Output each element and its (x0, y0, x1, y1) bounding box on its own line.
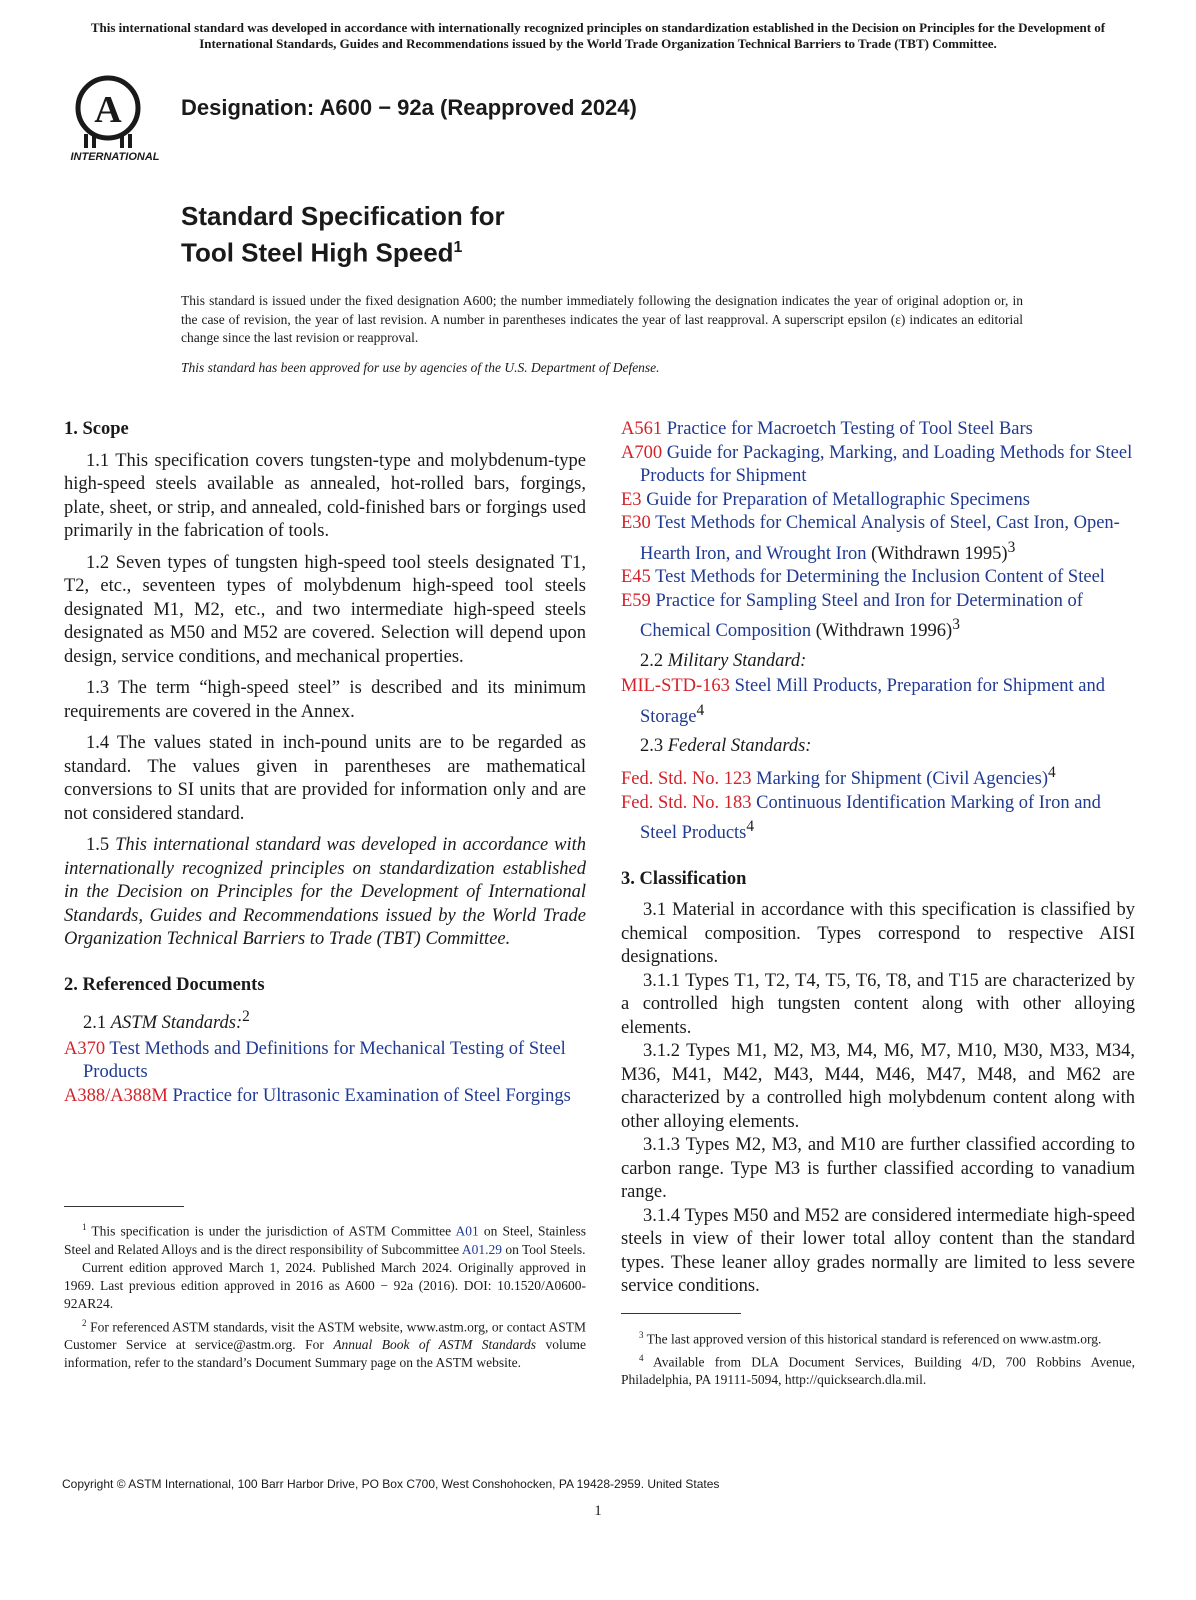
ref-title[interactable]: Steel Mill Products, Preparation for Shipment and Storage (640, 676, 1106, 727)
ref-item[interactable] (621, 675, 1135, 729)
ref-code[interactable]: A561 (621, 419, 663, 439)
ref-code[interactable]: E59 (621, 590, 651, 611)
ref-mark: 4 (1048, 763, 1056, 781)
footnote-2-text-a: For referenced ASTM standards, visit the ASTM website, www.astm.org, or contact ASTM Customer Service at service@astm.org. For (64, 1319, 587, 1353)
ref-title[interactable]: Practice for Ultrasonic Examination of Steel Forgings (172, 1085, 571, 1106)
footnote-4-mark: 4 (639, 1352, 644, 1363)
footnote-3-mark: 3 (639, 1330, 644, 1340)
ref-mark: 3 (952, 616, 960, 634)
issued-statement: This standard is issued under the fixed designation A600; the number immediately following the designation indicates the year of original adoption or, in the case of revision, the year of last revision. A number in parentheses indicates the year of last reapproval. A superscript epsilon (ε) indicates an editorial change since the last revision or reapproval. (181, 293, 1023, 345)
ref-title[interactable]: Practice for Sampling Steel and Iron for Determination of Chemical Composition (640, 590, 1083, 642)
ref-title[interactable]: Guide for Preparation of Metallographic Specimens (646, 489, 1030, 510)
para-3-1: 3.1 Material in accordance with this specification is classified by chemical composition. Types correspond to respective AISI designations. (621, 900, 1135, 968)
military-standard-subheading (621, 650, 1135, 674)
para-1-2: 1.2 Seven types of tungsten high-speed tool steels designated T1, T2, etc., seventeen types of molybdenum high-speed tool steels designated M1, M2, etc., and two intermediate high-speed steels designated as M50 and M52 are covered. Selection will depend upon design, service conditions, and mechanical properties. (64, 552, 586, 667)
footnote-1-text-b: on Steel, Stainless Steel and Related Alloys and is the direct responsibility of Subcommittee (64, 1223, 587, 1257)
ref-code[interactable]: A388/A388M (64, 1085, 168, 1106)
right-column (621, 418, 1135, 1299)
footnotes-left (64, 1218, 586, 1373)
designation: Designation: A600 − 92a (Reapproved 2024) (181, 95, 637, 120)
subcommittee-link[interactable]: A01.29 (461, 1241, 502, 1257)
ref-item[interactable] (621, 590, 1135, 644)
ref-code[interactable]: E30 (621, 513, 651, 533)
ref-code[interactable]: A370 (64, 1038, 106, 1059)
footnote-rule-right (621, 1313, 741, 1314)
footnote-4-text: Available from DLA Document Services, Building 4/D, 700 Robbins Avenue, Philadelphia, PA 19111-5094, http://quicksearch.dla.mil. (621, 1354, 1135, 1388)
para-3-1-3: 3.1.3 Types M2, M3, and M10 are further classified according to carbon range. Type M3 is further classified according to vanadium range. (621, 1135, 1135, 1203)
footnote-1-text-a: This specification is under the jurisdiction of ASTM Committee (91, 1223, 452, 1239)
footnote-2-italic: Annual Book of ASTM Standards (333, 1337, 537, 1353)
para-3-1-4: 3.1.4 Types M50 and M52 are considered intermediate high-speed steels in view of their lower total alloy content than the standard types. These leaner alloy grades normally are limited to less severe service conditions. (621, 1205, 1135, 1297)
ref-title[interactable]: Continuous Identification Marking of Iron and Steel Products (640, 792, 1101, 844)
astm-standards-mark: 2 (242, 1008, 250, 1025)
para-1-1: 1.1 This specification covers tungsten-type and molybdenum-type high-speed steels available as annealed, hot-rolled bars, forgings, plate, sheet, or strip, and annealed, cold-finished bars or forgings used primarily in the fabrication of tools. (64, 450, 586, 541)
footnote-1-edition: Current edition approved March 1, 2024. Published March 2024. Originally approved in 1969. Last previous edition approved in 2016 as A600 − 92a (2016). DOI: 10.1520/A0600-92AR24. (64, 1259, 586, 1312)
ref-item[interactable] (621, 418, 1135, 442)
section-scope-heading: 1. Scope (64, 419, 129, 439)
para-3-1-2: 3.1.2 Types M1, M2, M3, M4, M6, M7, M10, M30, M33, M34, M36, M41, M42, M43, M44, M46, M47, M48, and M62 are characterized by a controlled high molybdenum content along with other alloying elements. (621, 1041, 1135, 1132)
section-classification-heading: 3. Classification (621, 868, 747, 889)
footnote-1-text-c: on Tool Steels. (505, 1241, 586, 1257)
ref-item[interactable] (621, 512, 1135, 566)
military-standard-number: 2.2 (640, 650, 664, 671)
footnote-1 (64, 1218, 586, 1259)
ref-note: (Withdrawn 1995) (871, 543, 1008, 564)
para-1-5 (64, 834, 586, 952)
footnote-3 (621, 1326, 1135, 1349)
ref-code[interactable]: MIL-STD-163 (621, 676, 730, 697)
federal-standards-label: Federal Standards: (667, 736, 812, 757)
footnote-2-text-b: volume information, refer to the standard’s Document Summary page on the ASTM website. (64, 1337, 586, 1371)
para-1-4: 1.4 The values stated in inch-pound units are to be regarded as standard. The values given in parentheses are mathematical conversions to SI units that are provided for information only and are not considered standard. (64, 733, 586, 824)
astm-logo-mark (62, 70, 168, 166)
footnote-2-mark: 2 (82, 1317, 87, 1328)
ref-code[interactable]: E45 (621, 567, 651, 588)
ref-item[interactable] (621, 442, 1135, 489)
ref-item[interactable] (64, 1038, 586, 1085)
ref-title[interactable]: Marking for Shipment (Civil Agencies) (756, 769, 1049, 790)
ref-item[interactable] (621, 792, 1135, 846)
document-title (181, 200, 505, 269)
para-1-5-number: 1.5 (86, 835, 110, 855)
svg-text:A: A (94, 89, 122, 131)
ref-item[interactable] (64, 1085, 586, 1109)
footnote-3-text: The last approved version of this historical standard is referenced on www.astm.org. (646, 1331, 1102, 1347)
left-column (64, 418, 586, 1108)
footnote-rule-left (64, 1206, 184, 1207)
ref-note: (Withdrawn 1996) (815, 621, 953, 642)
title-line-2: Tool Steel High Speed (181, 237, 454, 268)
dod-approval: This standard has been approved for use by agencies of the U.S. Department of Defense. (181, 360, 660, 375)
committee-link[interactable]: A01 (455, 1223, 479, 1239)
ref-code[interactable]: A700 (621, 442, 663, 463)
logo-label: INTERNATIONAL (70, 151, 160, 163)
title-line-1: Standard Specification for (181, 201, 505, 231)
ref-title[interactable]: Guide for Packaging, Marking, and Loading Methods for Steel Products for Shipment (640, 442, 1133, 486)
military-standard-label: Military Standard: (667, 650, 807, 671)
ref-title[interactable]: Test Methods for Determining the Inclusion Content of Steel (655, 567, 1105, 588)
federal-standards-subheading (621, 735, 1135, 759)
astm-standards-label: ASTM Standards: (110, 1013, 243, 1034)
copyright: Copyright © ASTM International, 100 Barr Harbor Drive, PO Box C700, West Conshohocken, PA 19428-2959. United States (62, 1477, 720, 1491)
title-footnote-mark: 1 (453, 239, 463, 256)
astm-standards-number: 2.1 (83, 1013, 107, 1034)
footnote-1-mark: 1 (82, 1222, 87, 1232)
footnote-4 (621, 1349, 1135, 1390)
footnote-2 (64, 1314, 586, 1373)
ref-item[interactable] (621, 489, 1135, 513)
astm-logo (62, 70, 168, 166)
ref-mark: 4 (746, 818, 755, 836)
ref-title[interactable]: Practice for Macroetch Testing of Tool Steel Bars (666, 419, 1033, 439)
ref-mark: 4 (696, 701, 705, 719)
ref-title[interactable]: Test Methods for Chemical Analysis of Steel, Cast Iron, Open-Hearth Iron, and Wrought Iron (640, 513, 1120, 564)
ref-code[interactable]: E3 (621, 489, 642, 510)
ref-code[interactable]: Fed. Std. No. 183 (621, 792, 752, 813)
para-1-5-text: This international standard was developed in accordance with internationally recognized principles on standardization established in the Decision on Principles for the Development of International Standards, Guides and Recommendations issued by the World Trade Organization Technical Barriers to Trade (TBT) Committee. (64, 835, 587, 949)
ref-code[interactable]: Fed. Std. No. 123 (621, 769, 752, 790)
para-3-1-1: 3.1.1 Types T1, T2, T4, T5, T6, T8, and T15 are characterized by a controlled high tungsten content along with other alloying elements. (621, 970, 1135, 1038)
header-notice: This international standard was developed in accordance with internationally recognized principles on standardization established in the Decision on Principles for the Development of International Standards, Guides and Recommendations issued by the World Trade Organization Technical Barriers to Trade (TBT) Committee. (90, 20, 1106, 51)
ref-item[interactable] (621, 566, 1135, 590)
federal-standards-number: 2.3 (640, 736, 664, 757)
para-1-3: 1.3 The term “high-speed steel” is described and its minimum requirements are covered in the Annex. (64, 678, 586, 722)
page-number: 1 (594, 1503, 602, 1519)
ref-mark: 3 (1007, 538, 1016, 556)
astm-standards-subheading (64, 1005, 586, 1036)
ref-item[interactable] (621, 761, 1135, 792)
footnotes-right (621, 1326, 1135, 1390)
ref-title[interactable]: Test Methods and Definitions for Mechanical Testing of Steel Products (83, 1038, 566, 1083)
section-refs-heading: 2. Referenced Documents (64, 974, 265, 995)
